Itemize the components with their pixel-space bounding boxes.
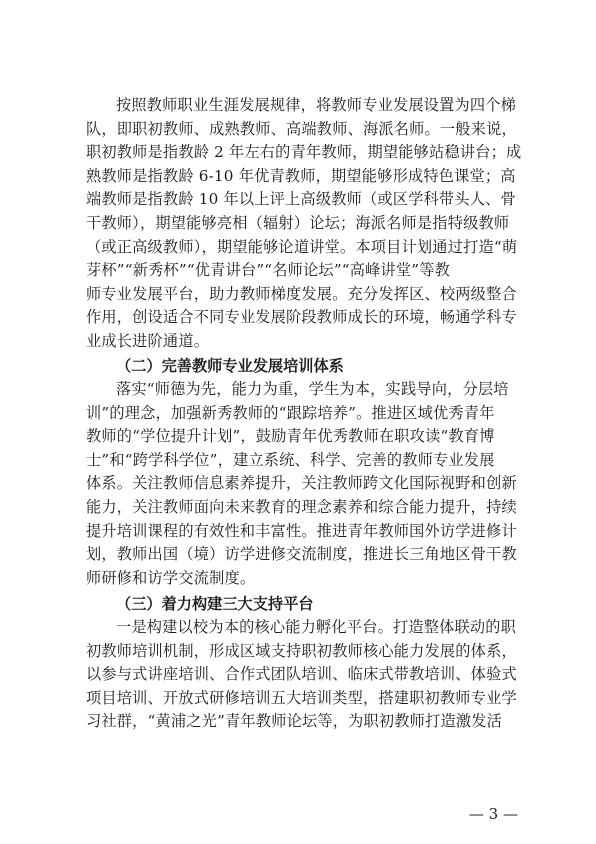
paragraph-line: 一是构建以校为本的核心能力孵化平台。打造整体联动的职 [116,618,517,636]
paragraph-line: 习社群，“黄浦之光”青年教师论坛等，为职初教师打造激发活 [86,712,503,731]
paragraph-line: 作用，创设适合不同专业发展阶段教师成长的环境，畅通学科专 [86,308,517,327]
paragraph-line: （或正高级教师），期望能够论道讲堂。本项目计划通过打造“萌 [86,237,518,256]
paragraph-line: 熟教师是指教龄 6-10 年优青教师，期望能够形成特色课堂；高 [86,166,516,185]
paragraph-line: 端教师是指教龄 10 年以上评上高级教师（或区学科带头人、骨 [86,190,516,209]
section-heading-training-system: （二）完善教师专业发展培训体系 [116,357,344,375]
paragraph-line: 以参与式讲座培训、合作式团队培训、临床式带教培训、体验式 [86,665,517,684]
paragraph-line: 师研修和访学交流制度。 [86,568,256,587]
paragraph-training-system [86,378,522,590]
paragraph-line: 初教师培训机制，形成区域支持职初教师核心能力发展的体系， [86,641,517,660]
paragraph-line: 提升培训课程的有效性和丰富性。推进青年教师国外访学进修计 [86,521,517,540]
paragraph-line: 按照教师职业生涯发展规律，将教师专业发展设置为四个梯 [116,96,517,114]
paragraph-line: 划，教师出国（境）访学进修交流制度，推进长三角地区骨干教 [86,545,517,564]
page-number: — 3 — [468,805,518,823]
paragraph-teacher-tiers [86,94,522,354]
paragraph-line: 队，即职初教师、成熟教师、高端教师、海派名师。一般来说， [86,119,517,138]
paragraph-line: 干教师），期望能够亮相（辐射）论坛；海派名师是指特级教师 [86,213,510,232]
paragraph-line: 训”的理念，加强新秀教师的“跟踪培养”。推进区域优秀青年 [86,403,495,422]
section-heading-support-platforms: （三）着力构建三大支持平台 [116,595,314,613]
paragraph-line: 落实“师德为先，能力为重，学生为本，实践导向，分层培 [116,380,509,398]
paragraph-line: 士”和“跨学科学位”，建立系统、科学、完善的教师专业发展 [86,450,495,469]
paragraph-line: 能力，关注教师面向未来教育的理念素养和综合能力提升，持续 [86,497,517,516]
paragraph-line: 芽杯”“新秀杯”“优青讲台”“名师论坛”“高峰讲堂”等教 [86,261,451,280]
paragraph-line: 师专业发展平台，助力教师梯度发展。充分发挥区、校两级整合 [86,284,517,303]
paragraph-line: 体系。关注教师信息素养提升，关注教师跨文化国际视野和创新 [86,474,517,493]
paragraph-line: 项目培训、开放式研修培训五大培训类型，搭建职初教师专业学 [86,688,517,707]
paragraph-support-platforms [86,616,522,734]
paragraph-line: 职初教师是指教龄 2 年左右的青年教师，期望能够站稳讲台；成 [86,143,522,162]
paragraph-line: 业成长进阶通道。 [86,331,210,350]
paragraph-line: 教师的“学位提升计划”，鼓励青年优秀教师在职攻读“教育博 [86,427,495,446]
